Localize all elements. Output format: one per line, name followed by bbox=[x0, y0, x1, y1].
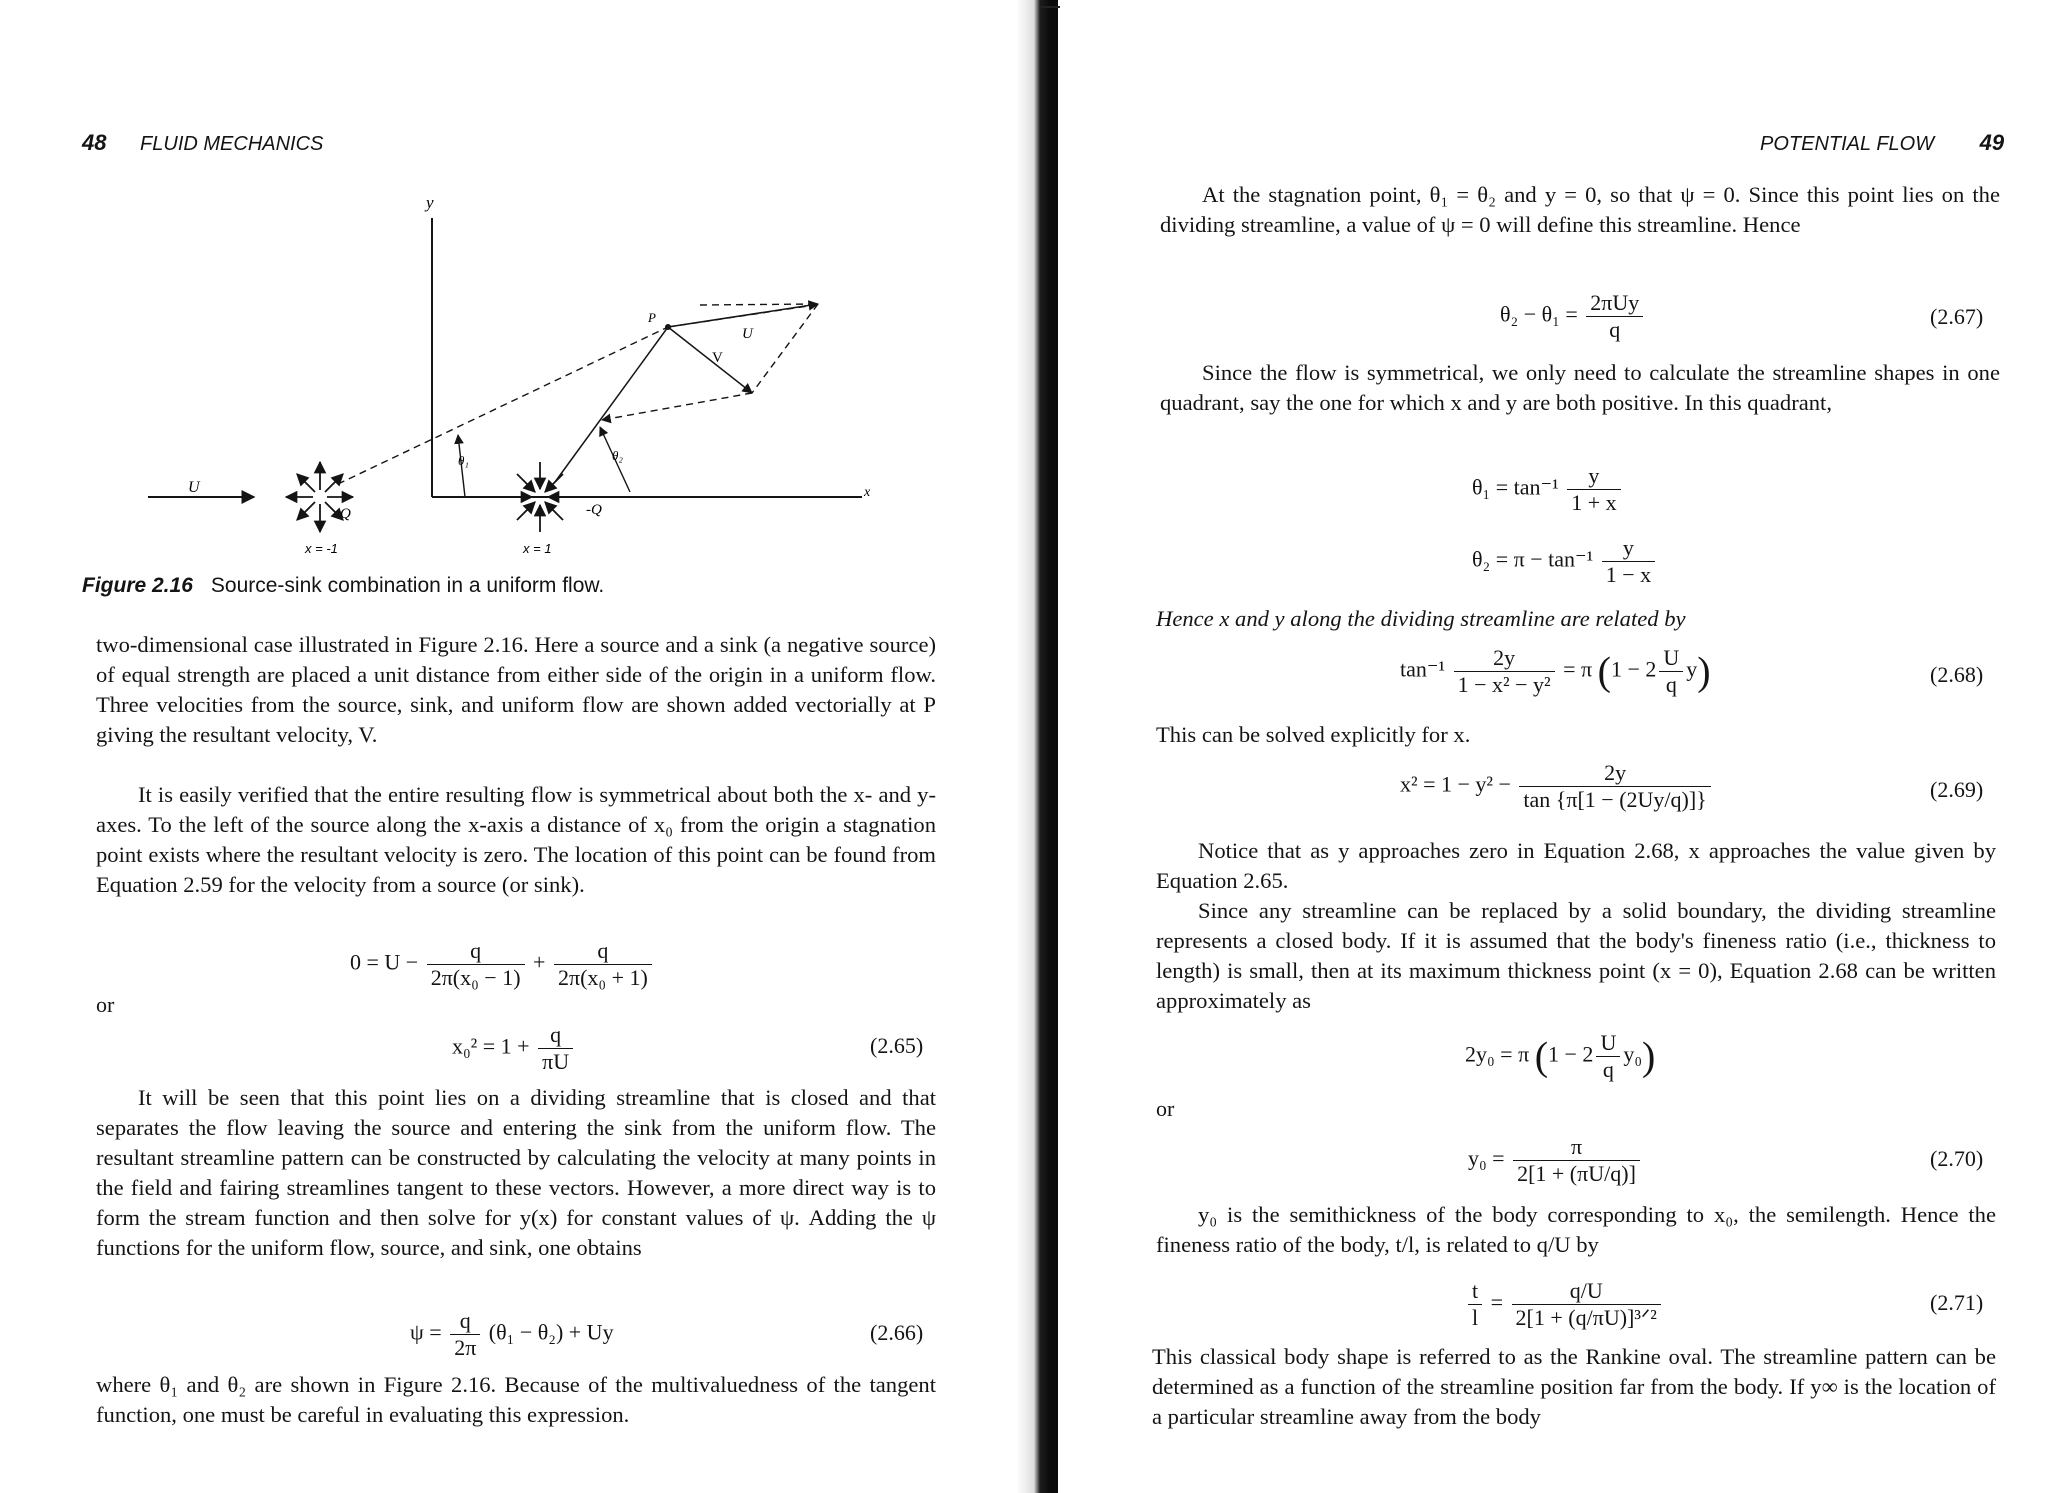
x-plus1-label: x = 1 bbox=[523, 541, 552, 556]
parallelogram-right bbox=[752, 304, 818, 393]
sink-q-label: -Q bbox=[586, 502, 602, 518]
left-paragraph-2: It is easily verified that the entire resulting flow is symmetrical about both the x- and y-axes. To the left of the source along the x-axis a distance of x₀ from the origin a stagnation point exists where the resultant velocity is zero. The location of this point can be found from Equation 2.59 for the velocity from a source (or sink). bbox=[96, 782, 936, 897]
left-running-head bbox=[82, 130, 323, 156]
right-running-title: POTENTIAL FLOW bbox=[1760, 133, 1935, 155]
right-paragraph-1: At the stagnation point, θ₁ = θ₂ and y = 0, so that ψ = 0. Since this point lies on the dividing streamline, a value of ψ = 0 will define this streamline. Hence bbox=[1160, 182, 2000, 237]
source-q-label: Q bbox=[340, 506, 351, 522]
equation-2-71: $\frac{t}{l}$ = $\frac{q/U}{\text{2[1 + (q/πU)]³ᐟ²}}$ bbox=[1465, 1278, 1664, 1331]
left-or: or bbox=[96, 992, 115, 1017]
figure-caption bbox=[82, 574, 604, 598]
parallelogram-top bbox=[700, 304, 818, 305]
y-axis-label: y bbox=[426, 193, 434, 212]
equation-2-68: tan⁻¹ $\frac{2y}{\text{1 − x² − y²}}$ = π (1 − 2 $\frac{U}{q}$ y) bbox=[1400, 645, 1711, 697]
left-running-title: FLUID MECHANICS bbox=[140, 133, 324, 155]
right-paragraph-5: y₀ is the semithickness of the body corresponding to x₀, the semilength. Hence the fineness ratio of the body, t/l, is related to q/U by bbox=[1156, 1202, 1996, 1257]
theta1-label: θ₁ bbox=[458, 453, 469, 468]
equation-theta1: θ₁ = tan⁻¹ $\frac{y}{1 + x}$ bbox=[1472, 463, 1624, 516]
sink-velocity-dashed bbox=[602, 393, 752, 420]
equation-2-66: ψ = $\frac{q}{2\pi}$ (θ₁ − θ₂) + Uy bbox=[410, 1308, 614, 1360]
right-paragraph-3: Notice that as y approaches zero in Equation 2.68, x approaches the value given by Equation 2.65. bbox=[1156, 838, 1996, 893]
equation-y0-approx: 2y₀ = π (1 − 2 $\frac{U}{q}$ y₀) bbox=[1465, 1030, 1656, 1082]
hence-line: Hence x and y along the dividing streamline are related by bbox=[1156, 606, 1686, 631]
figure-caption-label: Figure 2.16 bbox=[82, 574, 193, 597]
solve-line: This can be solved explicitly for x. bbox=[1156, 722, 1471, 747]
left-paragraph-4: where θ₁ and θ₂ are shown in Figure 2.16. Because of the multivaluedness of the tangent function, one must be careful in evaluating this expression. bbox=[96, 1372, 936, 1427]
equation-number-2-70: (2.70) bbox=[1930, 1146, 1984, 1171]
equation-number-2-65: (2.65) bbox=[870, 1033, 924, 1058]
equation-theta2: θ₂ = π − tan⁻¹ $\frac{y}{1 - x}$ bbox=[1472, 535, 1658, 588]
equation-2-69: x² = 1 − y² − $\frac{2y}{\tan \{\pi[1 - (2Uy/q)]\}}$ bbox=[1400, 760, 1714, 813]
right-paragraph-2: Since the flow is symmetrical, we only need to calculate the streamline shapes in one quadrant, say the one for which x and y are both positive. In this quadrant, bbox=[1160, 360, 2000, 415]
equation-number-2-71: (2.71) bbox=[1930, 1290, 1984, 1315]
point-p-label: P bbox=[648, 310, 656, 325]
v-vector-label: V bbox=[712, 350, 723, 366]
figure-caption-text: Source-sink combination in a uniform flow. bbox=[210, 574, 605, 597]
equation-2-65: x₀² = 1 + $\frac{q}{\pi U}$ bbox=[452, 1022, 576, 1075]
left-page-number: 48 bbox=[82, 130, 107, 155]
point-p bbox=[665, 324, 671, 330]
right-page-number: 49 bbox=[1979, 130, 2005, 155]
velocity-vector-v bbox=[668, 327, 752, 393]
right-running-head bbox=[1760, 130, 2004, 156]
x-minus1-label: x = -1 bbox=[305, 541, 338, 556]
u-flow-label: U bbox=[188, 479, 200, 496]
theta2-label: θ₂ bbox=[612, 448, 623, 463]
book-spine bbox=[1018, 0, 1058, 1493]
u-vector-label: U bbox=[742, 326, 753, 342]
left-paragraph-3: It will be seen that this point lies on a dividing streamline that is closed and that separates the flow leaving the source and entering the sink from the uniform flow. The resultant streamline pattern can be constructed by calculating the velocity at many points in the field and fairing streamlines tangent to these vectors. However, a more direct way is to form the stream function and then solve for y(x) for constant values of ψ. Adding the ψ functions for the uniform flow, source, and sink, one obtains bbox=[96, 1085, 936, 1260]
left-page bbox=[0, 0, 1015, 1493]
equation-number-2-67: (2.67) bbox=[1930, 304, 1984, 329]
equation-number-2-69: (2.69) bbox=[1930, 777, 1984, 802]
equation-stagnation: 0 = U − $\frac{q}{\text{2π(x₀ − 1)}}$ + $\frac{q}{\text{2π(x₀ + 1)}}$ bbox=[350, 938, 655, 991]
equation-2-70: y₀ = $\frac{\pi}{2[1 + (\pi U/q)]}$ bbox=[1468, 1134, 1643, 1187]
equation-2-67: θ₂ − θ₁ = $\frac{\text{2πUy}}{q}$ bbox=[1500, 290, 1646, 343]
right-paragraph-4: Since any streamline can be replaced by a solid boundary, the dividing streamline represents a closed body. If it is assumed that the body's fineness ratio (i.e., thickness to length) is small, then at its maximum thickness point (x = 0), Equation 2.68 can be written approximately as bbox=[1156, 898, 1996, 1013]
equation-number-2-66: (2.66) bbox=[870, 1320, 924, 1345]
x-axis-label: x bbox=[864, 485, 871, 500]
left-paragraph-1: two-dimensional case illustrated in Figure 2.16. Here a source and a sink (a negative source) of equal strength are placed a unit distance from either side of the origin in a uniform flow. Three velocities from the source, sink, and uniform flow are shown added vectorially at P giving the resultant velocity, V. bbox=[96, 632, 936, 747]
right-paragraph-6: This classical body shape is referred to as the Rankine oval. The streamline pattern can be determined as a function of the streamline position far from the body. If y∞ is the location of a particular streamline away from the body bbox=[1152, 1344, 1996, 1429]
equation-number-2-68: (2.68) bbox=[1930, 662, 1984, 687]
right-page bbox=[1060, 0, 2048, 1493]
right-or: or bbox=[1156, 1096, 1175, 1121]
source-sink-figure bbox=[140, 190, 880, 560]
